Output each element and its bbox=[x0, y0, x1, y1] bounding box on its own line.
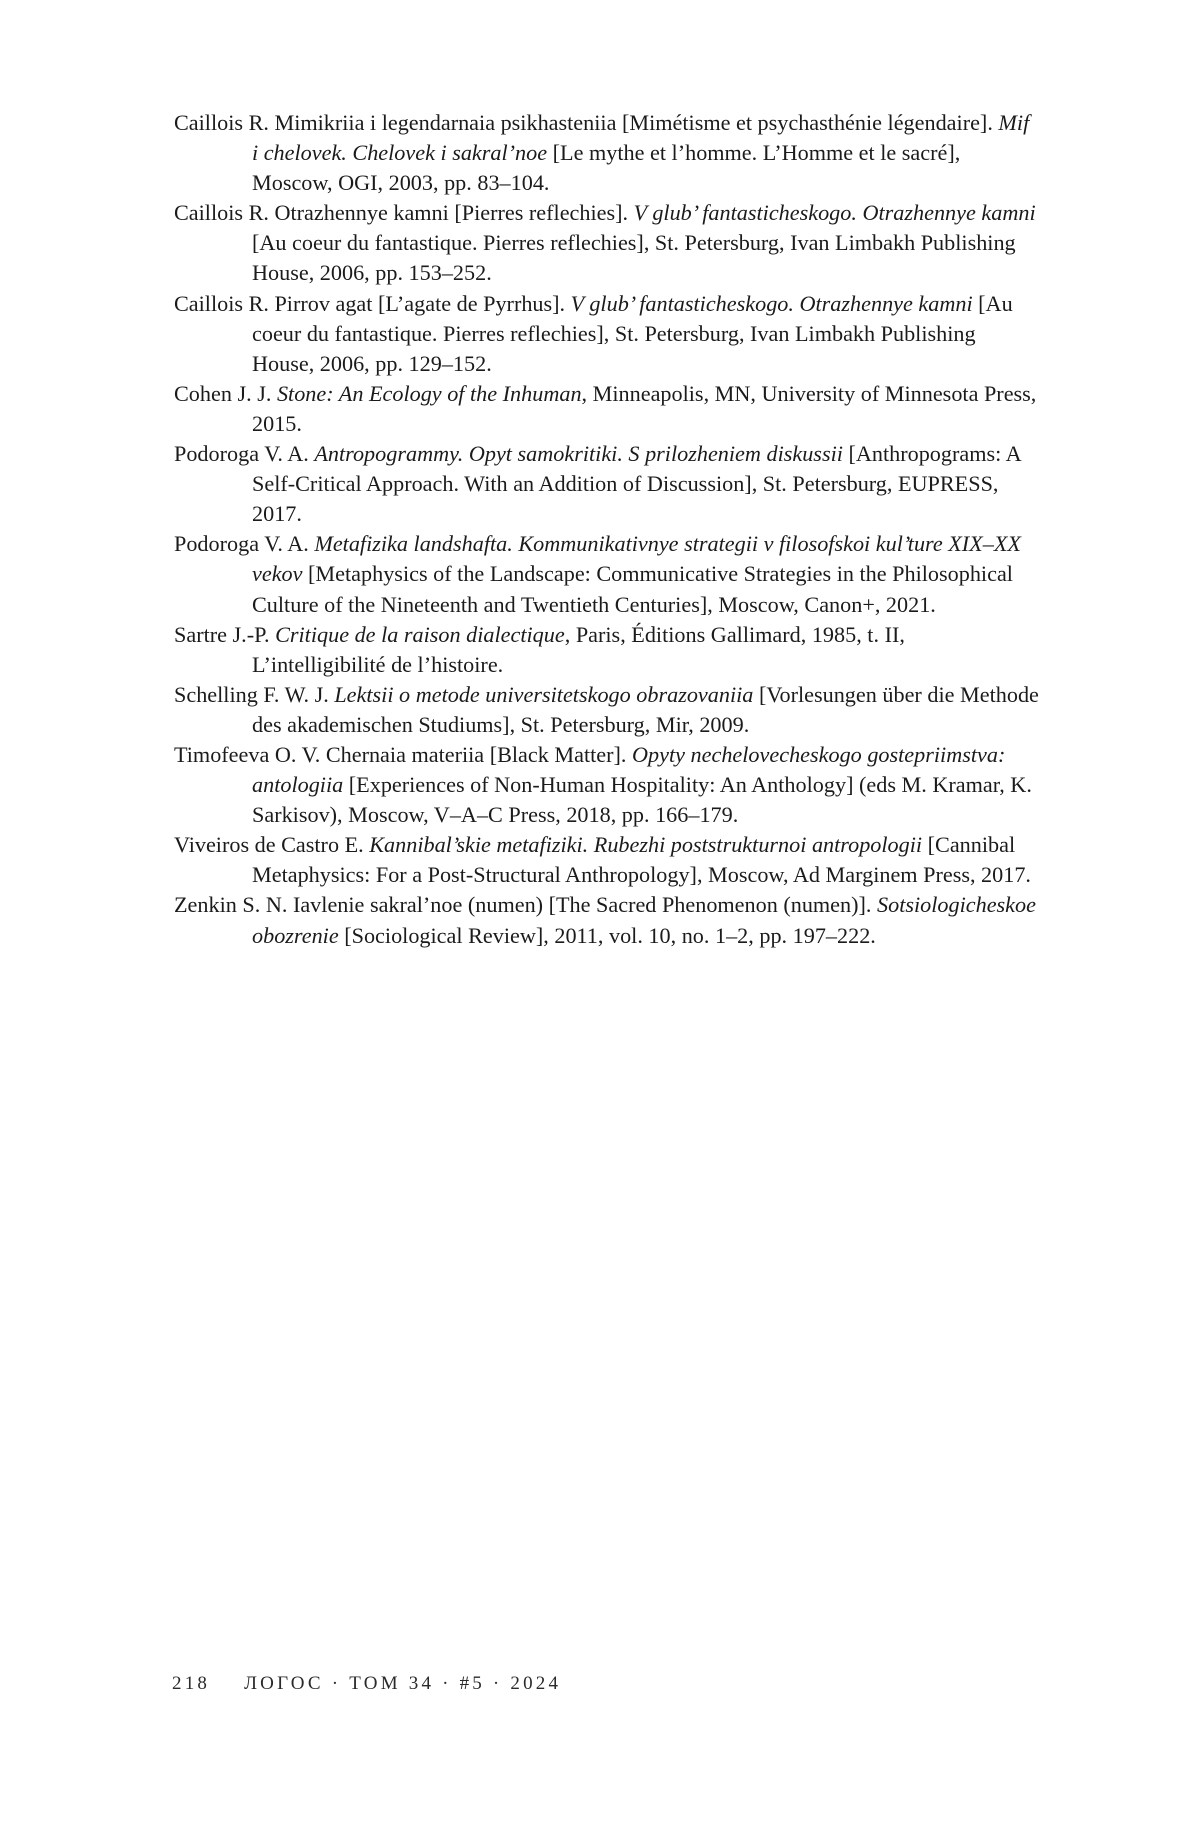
page-number: 218 bbox=[172, 1673, 211, 1694]
reference-text: Viveiros de Castro E. bbox=[174, 832, 370, 858]
reference-text: Zenkin S. N. Iavlenie sakral’noe (numen) [The Sacred Phenomenon (numen)]. bbox=[174, 892, 877, 918]
reference-text: , Minneapolis, MN, University of Minnesota Press, 2015. bbox=[252, 380, 1037, 436]
reference-text: [Metaphysics of the Landscape: Communicative Strategies in the Philosophical Culture of the Nineteenth and Twentieth Centuries], Moscow, Canon+, 2021. bbox=[252, 561, 1013, 617]
reference-text: , Paris, Éditions Gallimard, 1985, t. II, L’intelligibilité de l’histoire. bbox=[252, 621, 905, 677]
reference-text: Cohen J. J. bbox=[174, 380, 277, 406]
reference-entry bbox=[174, 439, 1040, 529]
reference-text: Caillois R. Otrazhennye kamni [Pierres reflechies]. bbox=[174, 200, 634, 226]
reference-title-italic: Sotsiologicheskoe obozrenie bbox=[252, 892, 1036, 948]
reference-text: [Sociological Review], 2011, vol. 10, no. 1–2, pp. 197–222. bbox=[338, 922, 876, 948]
reference-title-italic: Antropogrammy. Opyt samokritiki. S prilozheniem diskussii bbox=[314, 441, 843, 467]
reference-text: Timofeeva O. V. Chernaia materiia [Black Matter]. bbox=[174, 741, 633, 767]
reference-entry bbox=[174, 740, 1040, 830]
reference-title-italic: Stone: An Ecology of the Inhuman bbox=[276, 380, 582, 406]
reference-entry bbox=[174, 890, 1040, 950]
reference-entry bbox=[174, 529, 1040, 619]
page-footer bbox=[172, 1673, 561, 1695]
reference-text: Podoroga V. A. bbox=[174, 531, 315, 557]
reference-text: [Au coeur du fantastique. Pierres reflechies], St. Petersburg, Ivan Limbakh Publishing House, 2006, pp. 129–152. bbox=[252, 290, 1013, 376]
reference-text: Caillois R. Pirrov agat [L’agate de Pyrrhus]. bbox=[174, 290, 571, 316]
reference-text: Podoroga V. A. bbox=[174, 441, 315, 467]
reference-text: [Anthropograms: A Self-Critical Approach. With an Addition of Discussion], St. Petersburg, EUPRESS, 2017. bbox=[252, 441, 1021, 527]
reference-title-italic: V glub’ fantasticheskogo. Otrazhennye kamni bbox=[633, 200, 1036, 226]
reference-entry bbox=[174, 830, 1040, 890]
reference-title-italic: Kannibal’skie metafiziki. Rubezhi poststrukturnoi antropologii bbox=[369, 832, 923, 858]
reference-title-italic: Metafizika landshafta. Kommunikativnye strategii v filosofskoi kul’ture XIX–XX vekov bbox=[252, 531, 1021, 587]
reference-text: [Experiences of Non-Human Hospitality: An Anthology] (eds M. Kramar, K. Sarkisov), Moscow, V–A–C Press, 2018, pp. 166–179. bbox=[252, 772, 1032, 828]
reference-text: [Le mythe et l’homme. L’Homme et le sacré], Moscow, OGI, 2003, pp. 83–104. bbox=[252, 140, 961, 196]
reference-title-italic: Critique de la raison dialectique bbox=[275, 621, 565, 647]
reference-entry bbox=[174, 620, 1040, 680]
running-head: ЛОГОС · ТОМ 34 · #5 · 2024 bbox=[244, 1673, 562, 1694]
reference-entry bbox=[174, 289, 1040, 379]
reference-list bbox=[174, 108, 1040, 951]
reference-entry bbox=[174, 108, 1040, 198]
reference-text: [Vorlesungen über die Methode des akademischen Studiums], St. Petersburg, Mir, 2009. bbox=[252, 681, 1039, 737]
reference-text: [Au coeur du fantastique. Pierres reflechies], St. Petersburg, Ivan Limbakh Publishing House, 2006, pp. 153–252. bbox=[252, 230, 1016, 286]
reference-text: [Cannibal Metaphysics: For a Post-Structural Anthropology], Moscow, Ad Marginem Press, 2017. bbox=[252, 832, 1031, 888]
reference-entry bbox=[174, 680, 1040, 740]
reference-title-italic: Lektsii o metode universitetskogo obrazovaniia bbox=[334, 681, 754, 707]
reference-title-italic: Mif i chelovek. Chelovek i sakral’noe bbox=[252, 110, 1030, 166]
reference-text: Sartre J.-P. bbox=[174, 621, 276, 647]
reference-title-italic: Opyty nechelovecheskogo gostepriimstva: antologiia bbox=[252, 741, 1006, 798]
reference-text: Schelling F. W. J. bbox=[174, 681, 335, 707]
reference-text: Caillois R. Mimikriia i legendarnaia psikhasteniia [Mimétisme et psychasthénie légendaire]. bbox=[174, 110, 999, 135]
reference-title-italic: V glub’ fantasticheskogo. Otrazhennye kamni bbox=[570, 290, 973, 316]
reference-entry bbox=[174, 379, 1040, 439]
reference-entry bbox=[174, 198, 1040, 288]
